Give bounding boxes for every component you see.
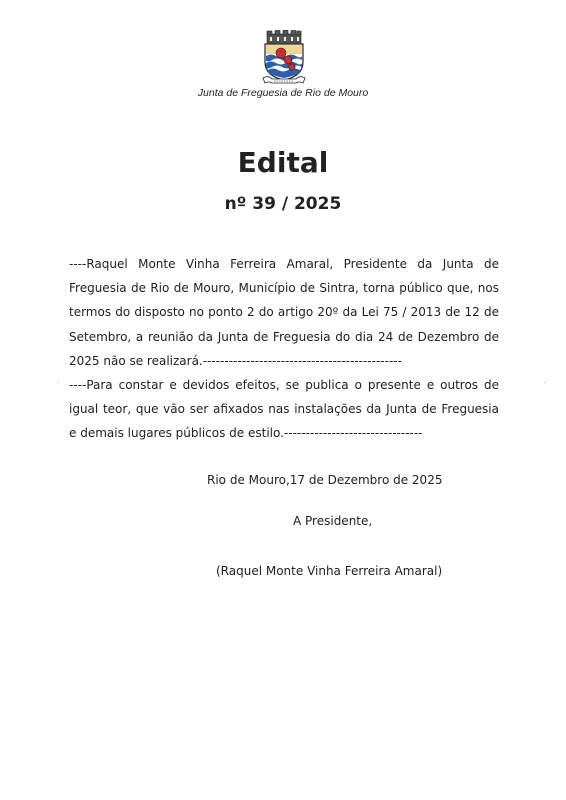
document-number: nº 39 / 2025 <box>224 194 342 214</box>
signatory-role: A Presidente, <box>293 514 373 528</box>
paragraph-publication: ----Para constar e devidos efeitos, se publica o presente e outros de igual teor, que vão ser afixados nas instalações da Junta de Freguesia e demais lugares públicos de estilo.-------------------------------- <box>69 378 499 441</box>
place-and-date: Rio de Mouro,17 de Dezembro de 2025 <box>207 473 443 487</box>
coat-of-arms-icon <box>258 30 310 86</box>
scan-speck <box>544 382 545 383</box>
organization-name: Junta de Freguesia de Rio de Mouro <box>197 87 369 99</box>
scan-speck <box>58 382 59 383</box>
signatory-name: (Raquel Monte Vinha Ferreira Amaral) <box>216 564 443 578</box>
paragraph-announcement: ----Raquel Monte Vinha Ferreira Amaral, Presidente da Junta de Freguesia de Rio de Mouro, Município de Sintra, torna público que, nos termos do disposto no ponto 2 do artigo 20º da Lei 75 / 2013 de 12 de Setembro, a reunião da Junta de Freguesia do dia 24 de Dezembro de 2025 não se realizará.---------------------------------------------- <box>69 257 499 368</box>
document-title: Edital <box>237 146 329 179</box>
document-body <box>69 252 499 446</box>
